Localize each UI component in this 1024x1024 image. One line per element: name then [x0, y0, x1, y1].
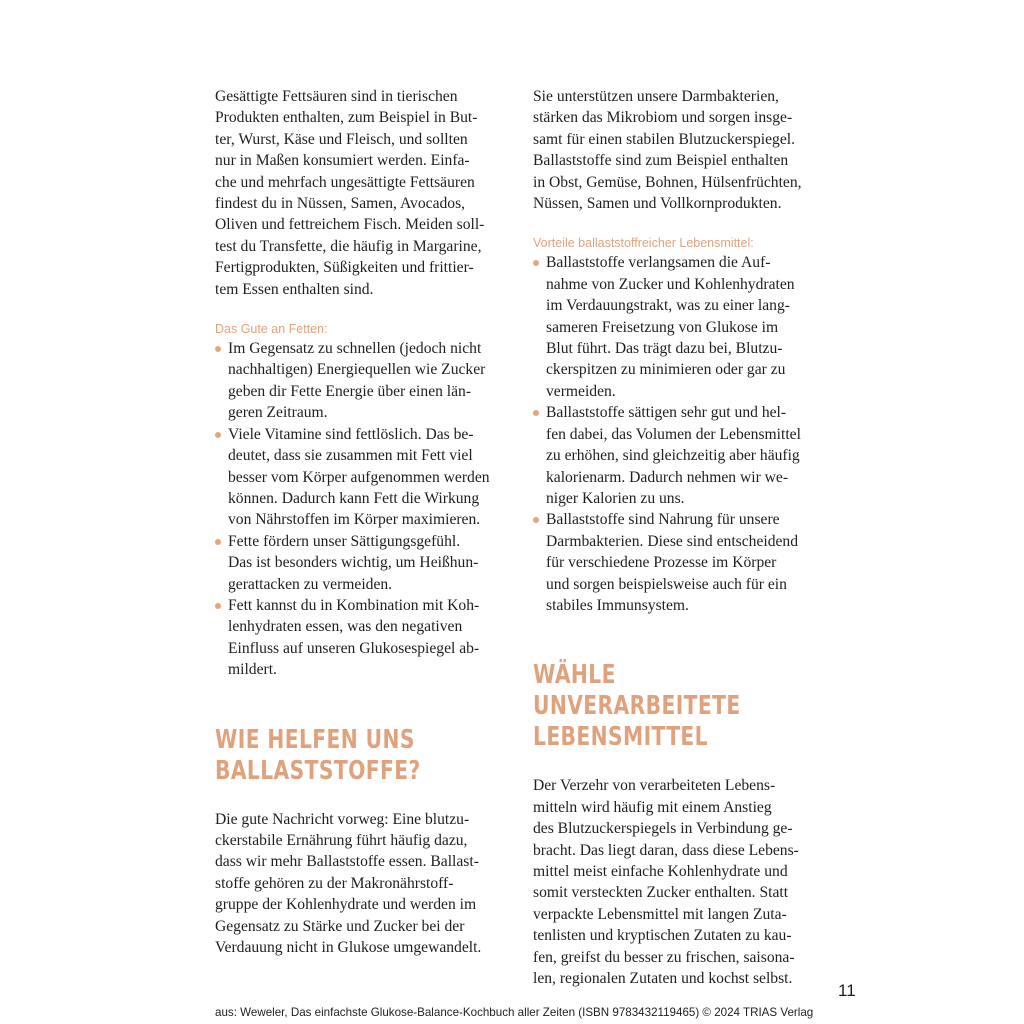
- list-item: Fett kannst du in Kombination mit Koh- lenhydraten essen, was den negativen Einfluss auf unseren Glukosespiegel ab- mildert.: [215, 595, 515, 681]
- intro-paragraph-fats: Gesättigte Fettsäuren sind in tierischen Produkten enthalten, zum Beispiel in But- ter, Wurst, Käse und Fleisch, und sollten nur in Maßen konsumiert werden. Einfa- che und mehrfach ungesättigte Fettsäuren findest du in Nüssen, Samen, Avocados, Oliven und fettreichem Fisch. Meiden soll- test du Transfette, die häufig in Margarine, Fertigprodukten, Süßigkeiten und frittier- tem Essen enthalten sind.: [215, 88, 485, 298]
- paragraph-fiber: Die gute Nachricht vorweg: Eine blutzu- ckerstabile Ernährung führt häufig dazu, dass wir mehr Ballaststoffe essen. Ballast- stoffe gehören zu der Makronährstoff- gruppe der Kohlenhydrate und werden im Gegensatz zu Stärke und Zucker bei der Verdauung nicht in Glukose umgewandelt.: [215, 810, 482, 956]
- list-item: Fette fördern unser Sättigungsgefühl. Das ist besonders wichtig, um Heißhun- gerattacken zu vermeiden.: [215, 531, 515, 595]
- left-column: [215, 86, 515, 958]
- paragraph-unprocessed: Der Verzehr von verarbeiteten Lebens- mitteln wird häufig mit einem Anstieg des Blutzuckerspiegels in Verbindung ge- bracht. Das liegt daran, dass diese Lebens- mittel meist einfache Kohlenhydrate und somit versteckten Zucker enthalten. Statt verpackte Lebensmittel mit langen Zuta- tenlisten und kryptischen Zutaten zu kau- fen, greifst du besser zu frischen, saisona- len, regionalen Zutaten und kochst selbst.: [533, 777, 799, 987]
- list-item: Viele Vitamine sind fettlöslich. Das be- deutet, dass sie zusammen mit Fett viel besser vom Körper aufgenommen werden können. Dadurch kann Fett die Wirkung von Nährstoffen im Körper maximieren.: [215, 424, 515, 531]
- right-column: [533, 86, 828, 989]
- list-item: Ballaststoffe sind Nahrung für unsere Darmbakterien. Diese sind entscheidend für verschiedene Prozesse im Körper und sorgen beispielsweise auch für ein stabiles Immunsystem.: [533, 509, 828, 616]
- intro-paragraph-fiber: Sie unterstützen unsere Darmbakterien, stärken das Mikrobiom und sorgen insge- samt für einen stabilen Blutzuckerspiegel. Ballaststoffe sind zum Beispiel enthalten in Obst, Gemüse, Bohnen, Hülsenfrüchten, Nüssen, Samen und Vollkornprodukten.: [533, 88, 802, 213]
- subheading-fats: Das Gute an Fetten:: [215, 322, 328, 337]
- subheading-fiber-benefits: Vorteile ballaststoffreicher Lebensmittel:: [533, 236, 754, 251]
- list-item: Im Gegensatz zu schnellen (jedoch nicht nachhaltigen) Energiequellen wie Zucker geben dir Fette Energie über einen län- geren Zeitraum.: [215, 338, 515, 424]
- fiber-bullet-list: [533, 252, 828, 616]
- list-item: Ballaststoffe sättigen sehr gut und hel- fen dabei, das Volumen der Lebensmittel zu erhöhen, sind gleichzeitig aber häufig kalorienarm. Dadurch nehmen wir we- niger Kalorien zu uns.: [533, 402, 828, 509]
- fats-bullet-list: [215, 338, 515, 681]
- section-heading-fiber: WIE HELFEN UNS BALLASTSTOFFE?: [215, 724, 421, 786]
- source-footer: aus: Weweler, Das einfachste Glukose-Balance-Kochbuch aller Zeiten (ISBN 9783432119465) © 2024 TRIAS Verlag: [215, 1006, 814, 1019]
- section-heading-unprocessed: WÄHLE UNVERARBEITETE LEBENSMITTEL: [533, 660, 741, 753]
- list-item: Ballaststoffe verlangsamen die Auf- nahme von Zucker und Kohlenhydraten im Verdauungstrakt, was zu einer lang- sameren Freisetzung von Glukose im Blut führt. Das trägt dazu bei, Blutzu- ckerspitzen zu minimieren oder gar zu vermeiden.: [533, 252, 828, 402]
- page-number: 11: [838, 981, 856, 1000]
